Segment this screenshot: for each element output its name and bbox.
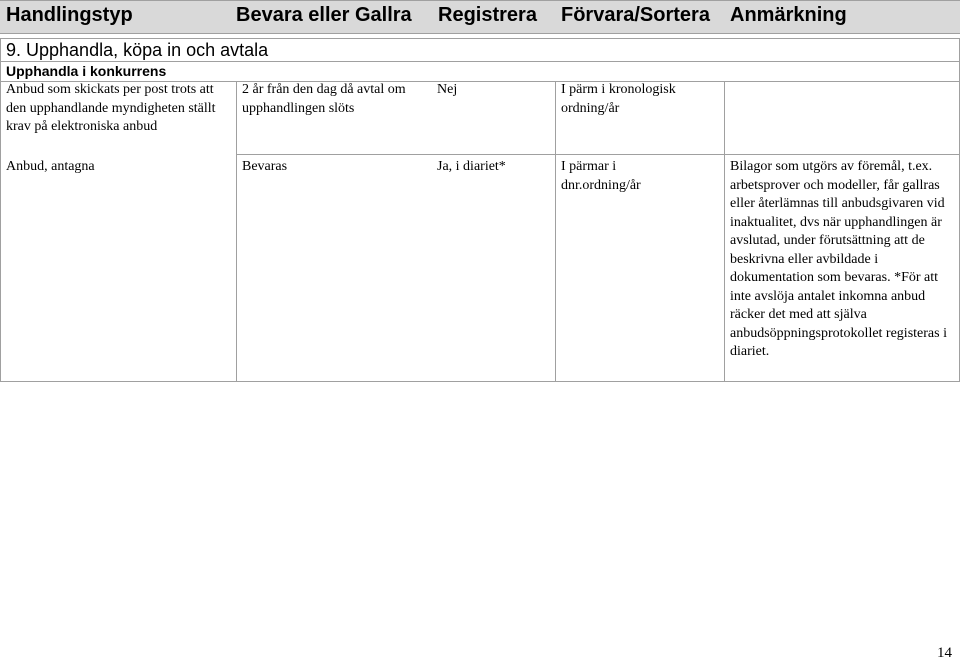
column-divider	[724, 81, 725, 382]
header-forvara-sortera: Förvara/Sortera	[561, 4, 710, 26]
row1-forvara: I pärm i kronologisk ordning/år	[561, 82, 676, 116]
header-handlingstyp: Handlingstyp	[6, 4, 133, 26]
row1-bevara: 2 år från den dag då avtal om upphandlingen slöts	[242, 82, 406, 116]
row1-registrera: Nej	[437, 82, 458, 97]
row2-anmarkning: Bilagor som utgörs av föremål, t.ex. arbetsprover och modeller, får gallras eller återlämnas till anbudsgivaren vid inaktualitet, dvs när upphandlingen är avslutad, under förutsättning att de beskrivna eller avbildade i dokumentation som bevaras. *För att inte avslöja antalet inkomna anbud räcker det med att själva anbudsöppningsprotokollet registeras i diariet.	[730, 159, 947, 359]
row2-handlingstyp: Anbud, antagna	[6, 159, 95, 174]
table-left-border	[0, 38, 1, 382]
column-divider	[236, 81, 237, 382]
section-title: 9. Upphandla, köpa in och avtala	[6, 40, 269, 60]
page-number: 14	[937, 645, 952, 661]
section-title-row	[0, 38, 960, 62]
section-subtitle: Upphandla i konkurrens	[6, 63, 167, 79]
header-bevara-eller-gallra: Bevara eller Gallra	[236, 4, 412, 26]
column-divider	[555, 81, 556, 382]
row1-handlingstyp: Anbud som skickats per post trots att den upphandlande myndigheten ställt krav på elektroniska anbud	[6, 82, 216, 134]
table-bottom-border	[0, 381, 960, 382]
row2-registrera: Ja, i diariet*	[437, 159, 506, 174]
row-divider	[236, 154, 960, 155]
row2-forvara: I pärmar i dnr.ordning/år	[561, 159, 641, 193]
header-anmarkning: Anmärkning	[730, 4, 847, 26]
header-registrera: Registrera	[438, 4, 537, 26]
table-header	[0, 0, 960, 34]
row2-bevara: Bevaras	[242, 159, 288, 174]
